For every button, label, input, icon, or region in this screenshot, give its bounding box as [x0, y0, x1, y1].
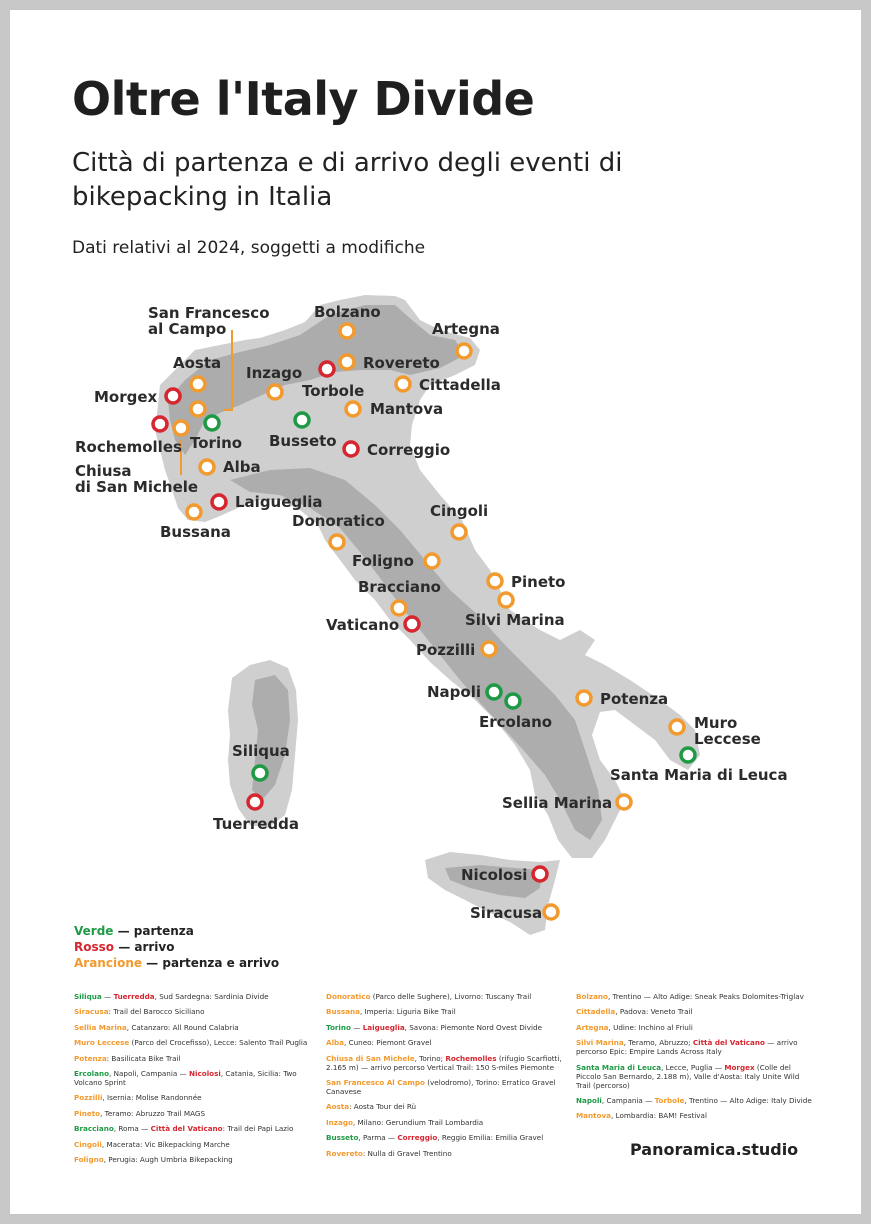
event-entry: Cittadella, Padova: Veneto Trail	[576, 1007, 693, 1017]
event-city: Nicolosi	[189, 1068, 221, 1078]
event-city: Potenza	[74, 1053, 107, 1063]
label-siliqua: Siliqua	[232, 742, 290, 760]
label-muro-leccese-line1: Muro	[694, 714, 738, 732]
label-busseto: Busseto	[269, 432, 337, 450]
label-sellia-marina: Sellia Marina	[502, 794, 613, 812]
marker-cingoli[interactable]	[452, 525, 466, 539]
sicily-shape	[425, 852, 560, 935]
marker-siracusa[interactable]	[544, 905, 558, 919]
label-potenza: Potenza	[600, 690, 669, 708]
marker-muro-leccese[interactable]	[670, 720, 684, 734]
event-city: Artegna	[576, 1022, 609, 1032]
event-city: Inzago	[326, 1117, 353, 1127]
label-aosta: Aosta	[173, 354, 222, 372]
label-donoratico: Donoratico	[292, 512, 385, 530]
label-bussana: Bussana	[160, 523, 231, 541]
marker-pozzilli[interactable]	[482, 642, 496, 656]
event-entry: Alba, Cuneo: Piemont Gravel	[326, 1038, 432, 1048]
event-entry: Pozzilli, Isernia: Molise Randonnée	[74, 1093, 202, 1103]
marker-santa-maria-di-leuca[interactable]	[681, 748, 695, 762]
event-city: Chiusa di San Michele	[326, 1053, 415, 1063]
label-chiusa-line2: di San Michele	[75, 478, 199, 496]
event-city: Cittadella	[576, 1007, 616, 1017]
label-muro-leccese-line2: Leccese	[694, 730, 761, 748]
event-entry: Siliqua — Tuerredda, Sud Sardegna: Sardinia Divide	[74, 992, 269, 1001]
data-note: Dati relativi al 2024, soggetti a modifiche	[72, 238, 426, 258]
event-city: Città del Vaticano	[692, 1038, 765, 1048]
label-san-francesco-line1: San Francesco	[148, 304, 270, 322]
event-city: Aosta	[326, 1102, 350, 1112]
event-city: Tuerredda	[113, 992, 155, 1001]
label-siracusa: Siracusa	[470, 904, 543, 922]
legend-start: Verde — partenza	[74, 924, 194, 938]
event-entry: Pineto, Teramo: Abruzzo Trail MAGS	[74, 1108, 206, 1118]
event-entry: Ercolano, Napoli, Campania — Nicolosi, Catania, Sicilia: Two Volcano Sprint	[74, 1068, 297, 1087]
event-entry: Siracusa: Trail del Barocco Siciliano	[74, 1007, 205, 1017]
event-city: Bolzano	[576, 992, 608, 1001]
label-morgex: Morgex	[94, 388, 158, 406]
marker-busseto[interactable]	[295, 413, 309, 427]
label-cingoli: Cingoli	[430, 502, 489, 520]
marker-sellia-marina[interactable]	[617, 795, 631, 809]
events-column-1	[74, 992, 314, 1170]
label-inzago: Inzago	[246, 364, 303, 382]
event-city: Torino	[326, 1022, 351, 1032]
marker-foligno[interactable]	[425, 554, 439, 568]
label-rovereto: Rovereto	[363, 354, 440, 372]
label-ercolano: Ercolano	[479, 713, 553, 731]
marker-laigueglia[interactable]	[212, 495, 226, 509]
marker-chiusa[interactable]	[174, 421, 188, 435]
event-entry: Sellia Marina, Catanzaro: All Round Calabria	[74, 1022, 239, 1032]
event-city: San Francesco Al Campo	[326, 1077, 425, 1087]
marker-bussana[interactable]	[187, 505, 201, 519]
marker-tuerredda[interactable]	[248, 795, 262, 809]
event-city: Ercolano	[74, 1068, 110, 1078]
event-entry: Bracciano, Roma — Città del Vaticano: Trail dei Papi Lazio	[74, 1124, 294, 1134]
marker-rovereto[interactable]	[340, 355, 354, 369]
event-city: Siliqua	[74, 992, 102, 1001]
label-silvi-marina: Silvi Marina	[465, 611, 565, 629]
event-city: Rochemolles	[445, 1053, 497, 1063]
label-nicolosi: Nicolosi	[461, 866, 528, 884]
event-city: Siracusa	[74, 1007, 109, 1017]
label-pozzilli: Pozzilli	[416, 641, 476, 659]
label-rochemolles: Rochemolles	[75, 438, 182, 456]
event-city: Correggio	[397, 1133, 438, 1143]
event-city: Silvi Marina	[576, 1038, 624, 1048]
event-entry: Santa Maria di Leuca, Lecce, Puglia — Morgex (Colle del Piccolo San Bernardo, 2.188 m), Valle d'Aosta: Italy Unite Wild Trail (percorso)	[576, 1062, 800, 1090]
event-entry: Artegna, Udine: Inchino al Friuli	[576, 1022, 693, 1032]
legend-both: Arancione — partenza e arrivo	[74, 956, 280, 970]
event-city: Pozzilli	[74, 1093, 103, 1103]
event-city: Muro Leccese	[74, 1038, 130, 1048]
event-entry: Aosta: Aosta Tour dei Rù	[326, 1102, 417, 1112]
marker-bracciano[interactable]	[392, 601, 406, 615]
event-city: Rovereto	[326, 1148, 363, 1158]
event-city: Morgex	[724, 1062, 755, 1072]
label-tuerredda: Tuerredda	[213, 815, 300, 833]
label-bracciano: Bracciano	[358, 578, 441, 596]
event-city: Bussana	[326, 1007, 360, 1017]
label-santa-maria-di-leuca: Santa Maria di Leuca	[610, 766, 788, 784]
label-foligno: Foligno	[352, 552, 414, 570]
poster-title: Oltre l'Italy Divide	[72, 72, 535, 126]
marker-nicolosi[interactable]	[533, 867, 547, 881]
marker-inzago[interactable]	[268, 385, 282, 399]
marker-cittadella[interactable]	[396, 377, 410, 391]
color-legend	[74, 923, 279, 971]
event-city: Cingoli	[74, 1139, 102, 1149]
marker-ercolano[interactable]	[506, 694, 520, 708]
event-city: Foligno	[74, 1154, 104, 1164]
label-bolzano: Bolzano	[314, 303, 381, 321]
event-city: Laigueglia	[362, 1022, 405, 1032]
label-vaticano: Vaticano	[326, 616, 400, 634]
event-entry: Donoratico (Parco delle Sughere), Livorno: Tuscany Trail	[326, 992, 532, 1001]
marker-san-francesco[interactable]	[191, 402, 205, 416]
events-column-3	[576, 992, 816, 1127]
legend-end: Rosso — arrivo	[74, 940, 175, 954]
events-column-2	[326, 992, 566, 1164]
studio-credit: Panoramica.studio	[630, 1140, 799, 1159]
label-cittadella: Cittadella	[419, 376, 501, 394]
event-city: Sellia Marina	[74, 1022, 127, 1032]
label-correggio: Correggio	[367, 441, 451, 459]
marker-potenza[interactable]	[577, 691, 591, 705]
label-mantova: Mantova	[370, 400, 444, 418]
label-torino: Torino	[190, 434, 243, 452]
marker-alba[interactable]	[200, 460, 214, 474]
event-city: Pineto	[74, 1108, 101, 1118]
marker-siliqua[interactable]	[253, 766, 267, 780]
event-entry: Inzago, Milano: Gerundium Trail Lombardia	[326, 1117, 484, 1127]
marker-correggio[interactable]	[344, 442, 358, 456]
event-entry: Silvi Marina, Teramo, Abruzzo; Città del Vaticano — arrivo percorso Epic: Empire Lands Across Italy	[576, 1038, 798, 1057]
poster-subtitle: Città di partenza e di arrivo degli eventi di bikepacking in Italia	[72, 148, 623, 212]
marker-silvi-marina[interactable]	[499, 593, 513, 607]
label-pineto: Pineto	[511, 573, 566, 591]
label-san-francesco-line2: al Campo	[148, 320, 227, 338]
label-torbole: Torbole	[302, 382, 365, 400]
event-city: Napoli	[576, 1095, 602, 1105]
event-city: Bracciano	[74, 1124, 114, 1134]
event-entry: Torino — Laigueglia, Savona: Piemonte Nord Ovest Divide	[326, 1022, 542, 1032]
marker-torbole[interactable]	[320, 362, 334, 376]
event-entry: Foligno, Perugia: Augh Umbria Bikepacking	[74, 1154, 233, 1164]
event-entry: Napoli, Campania — Torbole, Trentino — Alto Adige: Italy Divide	[576, 1095, 812, 1105]
marker-artegna[interactable]	[457, 344, 471, 358]
label-alba: Alba	[223, 458, 261, 476]
marker-vaticano[interactable]	[405, 617, 419, 631]
marker-morgex[interactable]	[166, 389, 180, 403]
event-city: Alba	[326, 1038, 345, 1048]
event-city: Mantova	[576, 1111, 612, 1121]
event-city: Santa Maria di Leuca	[576, 1062, 662, 1072]
event-entry: San Francesco Al Campo (velodromo), Torino: Erratico Gravel Canavese	[326, 1077, 556, 1096]
label-napoli: Napoli	[427, 683, 482, 701]
label-artegna: Artegna	[432, 320, 500, 338]
event-entry: Busseto, Parma — Correggio, Reggio Emilia: Emilia Gravel	[326, 1133, 544, 1143]
event-entry: Bussana, Imperia: Liguria Bike Trail	[326, 1007, 456, 1017]
marker-mantova[interactable]	[346, 402, 360, 416]
event-entry: Potenza: Basilicata Bike Trail	[74, 1053, 181, 1063]
event-city: Donoratico	[326, 992, 371, 1001]
event-city: Città del Vaticano	[150, 1124, 223, 1134]
marker-donoratico[interactable]	[330, 535, 344, 549]
marker-pineto[interactable]	[488, 574, 502, 588]
marker-rochemolles[interactable]	[153, 417, 167, 431]
event-entry: Mantova, Lombardia: BAM! Festival	[576, 1111, 707, 1121]
marker-torino[interactable]	[205, 416, 219, 430]
event-entry: Rovereto: Nulla di Gravel Trentino	[326, 1148, 452, 1158]
marker-aosta[interactable]	[191, 377, 205, 391]
label-chiusa-line1: Chiusa	[75, 462, 132, 480]
event-entry: Cingoli, Macerata: Vic Bikepacking Marche	[74, 1139, 230, 1149]
event-entry: Muro Leccese (Parco del Crocefisso), Lecce: Salento Trail Puglia	[74, 1038, 308, 1048]
event-city: Torbole	[654, 1095, 685, 1105]
event-city: Busseto	[326, 1133, 359, 1143]
label-laigueglia: Laigueglia	[235, 493, 323, 511]
marker-napoli[interactable]	[487, 685, 501, 699]
marker-bolzano[interactable]	[340, 324, 354, 338]
event-entry: Chiusa di San Michele, Torino; Rochemolles (rifugio Scarfiotti, 2.165 m) — arrivo percorso Vertical Trail: 150 S-miles Piemonte	[326, 1053, 562, 1072]
event-entry: Bolzano, Trentino — Alto Adige: Sneak Peaks Dolomites-Triglav	[576, 992, 804, 1001]
